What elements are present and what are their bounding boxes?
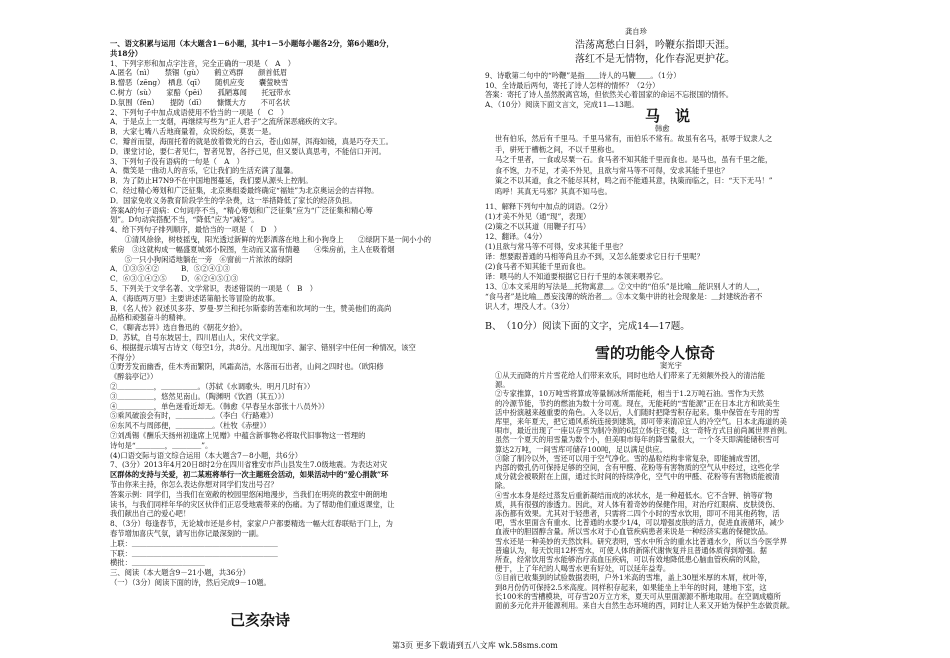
right-text-line: 到8月份仍可保持2.5米高度。同样积存起来，如果能坐上半年的时间，建地下室，这 <box>495 582 767 592</box>
left-text-line: 8、（3分）每逢春节，无论城市还是乡村，家家户户都要精选一幅大红春联贴于门上，为 <box>110 519 393 529</box>
right-text-line: 库里，来年夏天，把它通风系统连接到建筑，即可带来清凉宜人的冷空气。日本北海道的美 <box>495 417 787 426</box>
right-text-line: 面前多元化并开能源利用。来自大自然生态环境的西，同时让人来又开始为保护生态做贡献。 <box>495 601 795 610</box>
left-text-line: C．经过精心筹划和广泛征集，北京奥组委最终确定“福娃”为北京奥运会的吉祥物。 <box>110 186 379 195</box>
right-text-line: 世有伯乐，然后有千里马。千里马常有，而伯乐不常有。故虽有名马，祇辱于奴隶人之 <box>495 134 773 143</box>
right-text-line: 内部的微孔仍可保持足够的空间，含有甲醛、花粉等有害物质的空气从中经过，这些化学 <box>495 463 780 472</box>
right-text-line: 成分就会被吸附在上面，通过长时间的持续净化，空气中的甲醛、花粉等有害物质能被清 <box>495 472 780 482</box>
left-text-line: ④＿＿＿＿＿，单色迷看近却无。（韩愈《早春呈水部张十八员外》） <box>110 401 329 411</box>
left-text-line: 划”。D句动宾搭配不当，“降低”应为“减轻”。 <box>110 215 259 225</box>
right-text-line: ③除了制冷以外，雪还可以用于空气净化。雪的晶粒结构非常复杂，即能捕成雪团， <box>495 453 765 463</box>
right-text-line: 9、诗歌第二句中的“吟鞭”是指＿＿诗人的马鞭＿＿。（1分） <box>485 71 681 80</box>
right-text-line: 血液中的胆固醇含量。所以雪水对于心血管疾病患者来说是一种经济实惠的保健饮品。 <box>495 527 773 537</box>
left-text-line: B．《名人传》叙述贝多芬、罗曼·罗兰和托尔斯泰的苦难和坎坷的一生，赞美他们的高尚 <box>110 303 392 313</box>
left-text-line: ③＿＿＿＿＿，悠然见南山。（陶渊明《饮酒（其五）》） <box>110 391 289 401</box>
right-text-line: 源。 <box>495 380 510 390</box>
right-text-line: 的冷源节能，节约的燃油为数十分可观。现在，无能耗的“雪能源”正在日本北方和欧美生 <box>495 398 780 408</box>
left-text-line: ②＿＿＿＿＿，＿＿＿＿＿。（苏轼《水调歌头．明月几时有》） <box>110 382 315 391</box>
left-text-line: C．⑥③①④②⑤ D．⑥②④⑤①③ <box>110 274 239 284</box>
right-text-line: ⑤目前已收集到的试验数据表明，户外1米高的雪堆，盖上30厘米厚的木屑，枕叶等， <box>495 573 772 583</box>
left-text-line: 读书，与我们同样年华的灾区伙伴们正忍受地震带来的伤痛。为了帮助他们重返课堂，让 <box>110 499 395 509</box>
right-text-line: 唄市，最近出现了一座以存雪为制冷剂的6层立体住宅楼，这一奇特方式目前尚属世界首例。 <box>495 426 792 436</box>
left-text-line: A．①③⑤④② B．⑤②④①③ <box>110 264 231 274</box>
poem-line-1: 浩荡离愁白日斜，吟鞭东指即天涯。 <box>575 40 735 51</box>
left-text-line: D．国家免收义务教育阶段学生的学杂费，这一举措降低了家长的经济负担。 <box>110 195 357 205</box>
right-text-line: (2)食马者不知其能千里而食也。 <box>485 262 591 271</box>
snow-article-title: 雪的功能令人惊奇 <box>595 344 716 362</box>
left-text-line: 共18分） <box>110 48 143 58</box>
left-text-line: 4、给下列句子排列顺序，最恰当的一项是（ D ） <box>110 225 282 235</box>
right-text-line: 质，具有很强的渗透力。因此，对人体有着奇妙的保健作用，对治疗红眼病、皮肤烫伤、 <box>495 499 780 509</box>
left-text-line: 我们献出自己的爱心吧！ <box>110 509 191 519</box>
right-text-line: 除。 <box>495 481 510 491</box>
left-text-line: ①野芳发而幽香，佳木秀而繁阴，风霜高洁，水落而石出者，山间之四时也。（欧阳修 <box>110 362 384 372</box>
left-text-line: 上联：＿＿＿＿＿＿＿＿＿＿＿＿＿＿＿＿＿＿＿＿ <box>110 538 278 548</box>
right-text-line: 算达2万吨，一间雪库可储存100吨，足以满足供应。 <box>495 444 667 454</box>
left-text-line: ⑤一只小狗闲适地躺在一旁 ⑥窗前一片浓浓的绿阴 <box>110 254 293 264</box>
right-text-line: 长100米的雪槽模块，可存雪20万立方米，夏天可从里面源源不断地取用。在空调成瘾所 <box>495 591 781 601</box>
mashuo-author: 韩愈 <box>655 124 670 133</box>
left-text-line: 《醉翁亭记》） <box>110 372 158 382</box>
left-text-line: D.氛围（fēn） 提防（dī） 慷慨大方 不可名状 <box>110 97 290 107</box>
poet-name: 龚自珍 <box>625 27 647 36</box>
mashuo-title: 马 说 <box>645 107 691 125</box>
right-text-line: 11、解释下列句中加点的词语。（2分） <box>485 202 613 211</box>
left-text-line: B．为了防止H7N9不在中国地图蔓延，我们要从源头上控制。 <box>110 176 313 186</box>
left-text-line: C．《聊斋志异》选自鲁迅的《朝花夕拾》。 <box>110 323 247 333</box>
left-text-line: 5、下列关于文学名著、文学常识，表述错误的一项是（ B ） <box>110 284 318 293</box>
right-text-line: (1)才美不外见（通“现”，表现） <box>485 212 591 221</box>
left-text-line: 诗句是“＿＿＿＿，＿＿＿＿”。 <box>110 440 213 450</box>
right-text-line: 策之不以其道，食之不能尽其材，鸣之而不能通其意，执策而临之，曰：“天下无马！” <box>495 176 773 185</box>
right-text-line: “食马者”是比喻＿愚妄浅薄的统治者＿。③本文集中讲的社会现象是：＿封建统治者不 <box>485 292 763 301</box>
right-text-line: B、 （10分）阅读下面的文字，完成14—17题。 <box>485 321 690 332</box>
left-text-line: A．于是点上一支烟，再继续写些为“正人君子”之流所深恶痛疾的文字。 <box>110 117 342 127</box>
right-text-line: (2)策之不以其道（用鞭子打马） <box>485 222 591 231</box>
left-text-line: 节由你来主持，你怎么表达你想对同学们发出号召？ <box>110 480 278 489</box>
right-text-line: 所查，经常饮用雪水能够治疗高血压疾病，可以有效地降低患心脑血管疾病的风险， <box>495 555 765 564</box>
left-text-line: (4)口语交际与语文综合运用（本大题含7－8小题，共6分） <box>110 450 303 460</box>
left-text-line: （一）（3分）阅读下面的诗，然后完成9－10题。 <box>110 578 271 587</box>
right-text-line: ①从天而降的片片雪花给人们带来欢乐，同时也给人们带来了无须额外投入的清洁能 <box>495 371 765 380</box>
left-text-line: ⑦刘禹锡《酬乐天扬州初逢席上见赠》中蕴含新事物必将取代旧事物这一哲理的 <box>110 431 366 440</box>
right-text-line: (1)且欲与常马等不可得，安求其能千里也？ <box>485 242 627 251</box>
right-text-line: 马之千里者，一食或尽粟一石。食马者不知其能千里而食也。是马也，虽有千里之能， <box>495 155 773 164</box>
left-text-line: B．大家七嘴八舌地商量着，众说纷纭，莫衷一是。 <box>110 127 276 137</box>
left-text-line: 3、下列句子没有语病的一句是（ A ） <box>110 156 244 166</box>
poem-line-2: 落红不是无情物，化作春泥更护花。 <box>575 54 735 65</box>
page-footer: 第3页 更多下载请到五八文库 wk.58sms.com <box>392 641 558 650</box>
left-text-line: A．《海底两万里》主要讲述诺第船长等冒险的故事。 <box>110 293 280 303</box>
right-text-line: 12、翻译。（4分） <box>485 232 547 241</box>
left-text-line: B.憎恶（zēng） 栖息（qī） 随机应变 囊萤映雪 <box>110 78 289 88</box>
right-text-line: 答案：寄托了诗人虽然脱离官场，但依然关心着国家的命运不忘报国的情怀。 <box>485 90 734 99</box>
right-text-line: 普遍认为，每天饮用12杯雪水，可使人体的新陈代谢恢复并且普通体质得到增强。据 <box>495 545 767 555</box>
left-text-line: 区群体的支持与关爱，初二某班将举行一次主题班会活动，如果活动中的“爱心捐款”环 <box>110 470 389 480</box>
right-text-line: 13、①本文采用的写法是＿托物寓意＿。②文中的“伯乐”是比喻＿能识别人才的人＿， <box>485 282 765 291</box>
right-text-line: 便于，上了年纪的人喝雪水更有好处，可以延年益寿。 <box>495 564 671 574</box>
right-text-line: A、（10分）阅读下面文言文，完成11—13题。 <box>485 99 639 109</box>
right-text-line: ④雪水本身是经过蒸发后重新凝结而成的冰状水，是一种超低水。它不含钾、钠等矿物 <box>495 490 773 500</box>
left-text-line: 三、阅读（本大题含9－21小题，共36分） <box>110 568 250 578</box>
left-text-line: C.树方（sù） 家醅（pēi） 孤陋寡闻 托冠带水 <box>110 88 291 97</box>
left-text-line: 答案示例：同学们，当我们在宽敞的校园里悠闲地漫步，当我们在明亮的教室中朗朗地 <box>110 489 388 499</box>
right-text-line: 手，骈死于槽枥之间，不以千里称也。 <box>495 144 620 154</box>
left-text-line: 品格和顽强奋斗的精神。 <box>110 313 191 323</box>
right-text-line: 译：想要跟普通的马相等尚且办不到，又怎么能要求它日行千里呢？ <box>485 252 704 261</box>
right-text-line: 识人才，埋没人才。（3分） <box>485 302 574 311</box>
left-text-line: 不得分） <box>110 352 140 362</box>
right-text-line: 活中扮演越来越重要的角色。入冬以后，人们随时把降雪积存起来。集中保管在专用的雪 <box>495 407 780 417</box>
left-text-line: ①清风徐徐，树枝摇曳，阳光透过新鲜的光影洒落在地上和小狗身上 ②绿阴下是一间小小的 <box>110 235 432 244</box>
right-text-line: 虽然一个夏天的用雪量为数个小，但美唄市每年的降雪量很大，一个冬天即满能储积雪可 <box>495 435 780 445</box>
right-text-line: 雪水还是一种美妙的天然饮料。研究表明，雪水中所含的重水比普通水少，所以当今医学界 <box>495 536 787 546</box>
right-text-line: 呜呼！其真无马邪？其真不知马也。 <box>495 186 612 196</box>
left-text-line: A．微笑是一曲动人的音乐，它让我们的生活充满了温馨。 <box>110 166 298 176</box>
left-text-line: 紫房 ③这就构成一幅盛夏城郊小院图，生动而又富有情趣 ④柴房前，主人在吸着烟 <box>110 244 395 254</box>
left-text-line: 7、(3分）2013年4月20日8时2分在四川省雅安市芦山县发生7.0级地震。为表达对灾 <box>110 460 388 470</box>
right-text-line: 吧，雪水里面含有重水、比普通的水要少1/4，可以增强皮肤的活力，促进血液循环，减少 <box>495 518 785 528</box>
left-text-line: 6、根据提示填写古诗文（每空1分，共8分。凡出现加字、漏字、错别字中任何一种情况，该空 <box>110 342 416 352</box>
right-text-line: ②专家推算，10万吨雪将算成等量制冰所需能耗，相当于1.2万吨石油。雪作为天然 <box>495 389 764 399</box>
left-text-line: C．瓣首而望，海面托着的就是放着微光的白云，苍山如屏，洱海如镜，真是巧夺天工。 <box>110 137 393 146</box>
left-text-line: 下联：＿＿＿＿＿＿＿＿＿＿＿＿＿＿＿＿＿＿＿＿ <box>110 548 278 558</box>
right-text-line: 10、全诗最后两句，寄托了诗人怎样的情怀？（2分） <box>485 80 660 90</box>
snow-article-author: 窦光宇 <box>660 361 682 370</box>
left-text-line: D．课堂讨论，要仁者见仁，智者见智，各抒己见，但又要认真思考，不能信口开河。 <box>110 146 386 156</box>
left-text-line: 一、语文积累与运用（本大题含1－6小题，其中1－5小题每小题各2分，第6小题8分， <box>110 39 394 48</box>
left-text-line: 2、下列句子中加点成语使用不恰当的一项是（ C ） <box>110 107 289 117</box>
left-text-line: A.匿名（nì） 禁锢（gù） 鹤立鸡群 颜首低眉 <box>110 68 288 78</box>
left-text-line: 答案A的句子语病：C句词序不当，“精心筹划和广泛征集”应为“广泛征集和精心筹 <box>110 205 373 215</box>
right-text-line: 译：喂马的人不知道要根据它日行千里的本领来喂养它。 <box>485 272 668 281</box>
right-text-line: 冻伤都有效果。尤其对于轻患者，只需将二四个小时的雪水饮用，即可不用其他药物，活 <box>495 509 780 518</box>
left-text-line: 横批：＿＿＿＿＿＿＿＿＿＿ <box>110 558 205 568</box>
left-text-line: D．苏轼，自号东坡居士，四川眉山人，宋代文学家。 <box>110 333 284 342</box>
poem-title: 己亥杂诗 <box>230 611 291 629</box>
left-text-line: ⑤乘风破浪会有时，＿＿＿＿＿。（李白《行路难》） <box>110 411 278 421</box>
left-text-line: 春节增加喜庆气氛，请写出你记最深刻的一副。 <box>110 529 264 538</box>
left-text-line: ⑥东风不与周郎便，＿＿＿＿＿。（杜牧《赤壁》） <box>110 421 271 431</box>
right-text-line: 食不饱，力不足，才美不外见，且欲与常马等不可得，安求其能千里也？ <box>495 165 729 175</box>
left-text-line: 1、下列字形和加点字注音，完全正确的一项是（ A ） <box>110 58 296 68</box>
